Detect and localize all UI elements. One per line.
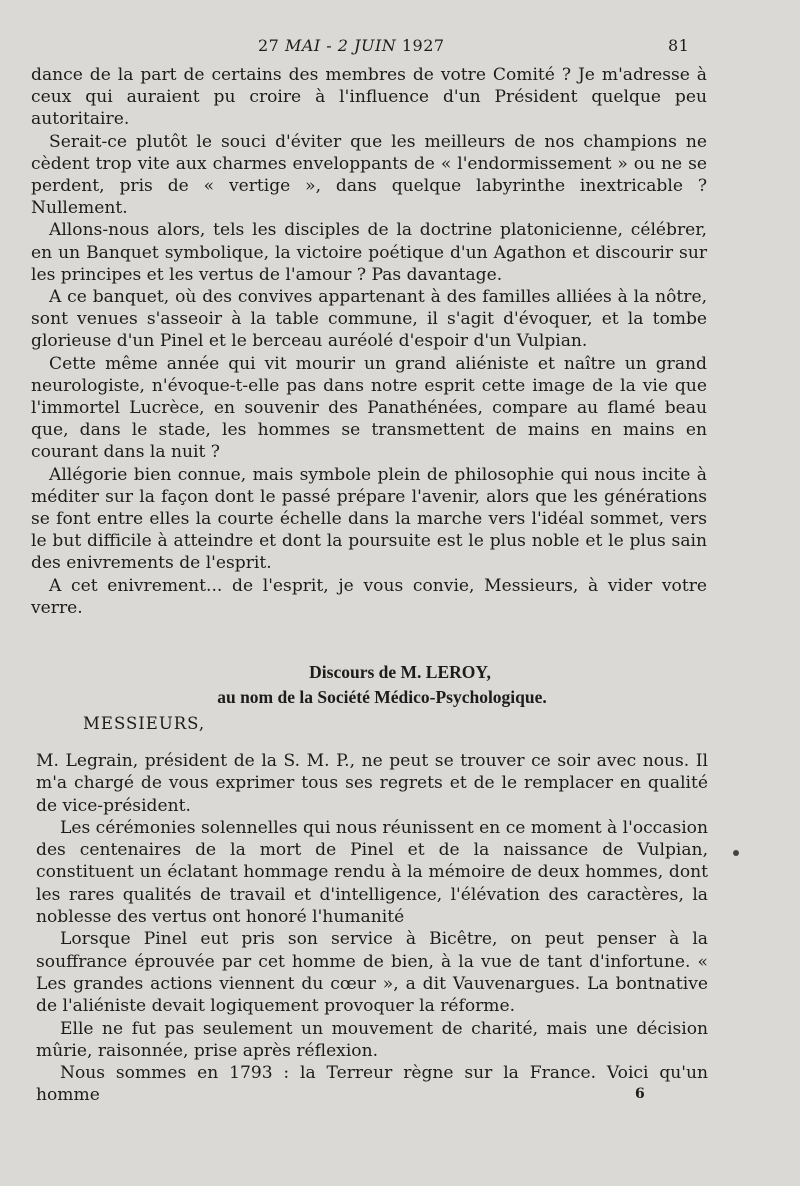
paragraph: Serait-ce plutôt le souci d'éviter que les meilleurs de nos champions ne cèdent trop vite aux charmes enveloppants de « l'endormissement » ou ne se perdent, pris de « vertige », dans quelque labyrinthe inextricable ? Nullement. xyxy=(31,131,707,219)
speech-paragraph: M. Legrain, président de la S. M. P., ne peut se trouver ce soir avec nous. Il m'a chargé de vous exprimer tous ses regrets et de le remplacer en qualité de vice-président. xyxy=(36,751,708,816)
paragraph: A cet enivrement... de l'esprit, je vous convie, Messieurs, à vider votre verre. xyxy=(31,575,707,618)
speech-paragraph: Lorsque Pinel eut pris son service à Bicêtre, on peut penser à la souffrance éprouvée par cet homme de bien, à la vue de tant d'infortune. « Les grandes actions viennent du cœur », a dit Vauvenargues. La bontnative de l'aliéniste devait logiquement provoquer la réforme. xyxy=(36,929,708,1017)
paragraph: Allégorie bien connue, mais symbole plein de philosophie qui nous incite à méditer sur la façon dont le passé prépare l'avenir, alors que les générations se font entre elles la courte échelle dans la marche vers l'idéal sommet, vers le but difficile à atteindre et dont la poursuite est le plus noble et le plus sain des enivrements de l'esprit. xyxy=(31,464,707,574)
header-page-number: 81 xyxy=(668,36,690,55)
signature-mark: 6 xyxy=(635,1086,645,1102)
speech-paragraph: Les cérémonies solennelles qui nous réunissent en ce moment à l'occasion des centenaires de la mort de Pinel et de la naissance de Vulpian, constituent un éclatant hommage rendu à la mémoire de deux hommes, dont les rares qualités de travail et d'intelligence, l'élévation des caractères, la noblesse des vertus ont honoré l'humanité xyxy=(36,817,708,928)
paragraph: A ce banquet, où des convives appartenant à des familles alliées à la nôtre, sont venues s'asseoir à la table commune, il s'agit d'évoquer, et la tombe glorieuse d'un Pinel et le berceau auréolé d'espoir d'un Vulpian. xyxy=(31,287,707,352)
paragraph: Allons-nous alors, tels les disciples de la doctrine platonicienne, célébrer, en un Banquet symbolique, la victoire poétique d'un Agathon et discourir sur les principes et les vertus de l'amour ? Pas davantage. xyxy=(31,220,707,285)
paragraph: Cette même année qui vit mourir un grand aliéniste et naître un grand neurologiste, n'évoque-t-elle pas dans notre esprit cette image de la vie que l'immortel Lucrèce, en souvenir des Panathénées, compare au flamé beau que, dans le stade, les hommes se transmettent de mains en mains en courant dans la nuit ? xyxy=(31,353,707,463)
heading-line-2: au nom de la Société Médico-Psychologique. xyxy=(217,687,547,707)
ink-spot xyxy=(733,850,739,856)
header-date: 27 MAI - 2 JUIN 1927 xyxy=(258,36,445,55)
speech-paragraph: Elle ne fut pas seulement un mouvement de charité, mais une décision mûrie, raisonnée, prise après réflexion. xyxy=(36,1018,708,1061)
paragraph-continued: dance de la part de certains des membres de votre Comité ? Je m'adresse à ceux qui auraient pu croire à l'influence d'un Président quelque peu autoritaire. xyxy=(31,65,707,130)
salutation: MESSIEURS, xyxy=(83,714,206,733)
running-head xyxy=(0,36,800,58)
speech-paragraph: Nous sommes en 1793 : la Terreur règne sur la France. Voici qu'un homme xyxy=(36,1063,708,1106)
heading-line-1: Discours de M. LEROY, xyxy=(309,662,491,682)
body-text xyxy=(31,64,707,619)
speech-text xyxy=(36,750,708,1107)
